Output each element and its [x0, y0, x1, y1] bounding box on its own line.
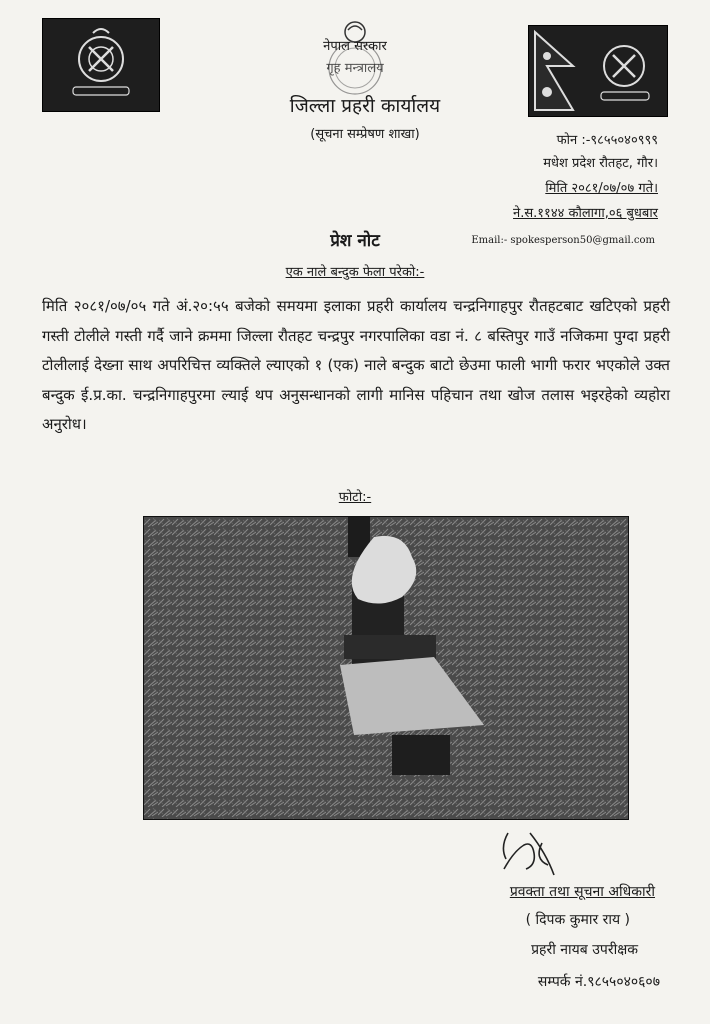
- police-emblem-icon: [601, 46, 649, 100]
- press-note-body: मिति २०८१/०७/०५ गते अं.२०:५५ बजेको समयमा इलाका प्रहरी कार्यालय चन्द्रनिगाहपुर रौतहटबाट खटिएको प्रहरी गस्ती टोलीले गस्ती गर्दै जाने क्रममा जिल्ला रौतहट चन्द्रपुर नगरपालिका वडा नं. ८ बस्तिपुर गाउँ नजिकमा पुग्दा प्रहरी टोलीलाई देख्ना साथ अपरिचित्त व्यक्तिले ल्याएको १ (एक) नाले बन्दुक बाटो छेउमा फाली भागी फरार भएकोले उक्त बन्दुक ई.प्र.का. चन्द्रनिगाहपुरमा ल्याई थप अनुसन्धानको लागी मानिस पहिचान तथा खोज तलास भइरहेको व्यहोरा अनुरोध।: [42, 297, 670, 433]
- nepal-flag-icon: [529, 26, 667, 116]
- evidence-photo: [143, 516, 629, 820]
- gun-on-grass-image: [144, 517, 628, 819]
- contact-nepal-era-date: ने.स.११४४ कौलागा,०६ बुधबार: [513, 206, 658, 221]
- signatory-phone: सम्पर्क नं.९८५५०४०६०७: [537, 974, 660, 990]
- photo-label: फोटो:-: [338, 490, 372, 505]
- contact-date: मिति २०८१/०७/०७ गते।: [545, 181, 658, 196]
- signatory-title: प्रवक्ता तथा सूचना अधिकारी: [509, 884, 655, 900]
- ministry-label: गृह मन्त्रालय: [326, 61, 384, 76]
- contact-address: मधेश प्रदेश रौतहट, गौर।: [543, 156, 658, 171]
- contact-phone: फोन :-९८५५०४०९९९: [556, 133, 658, 148]
- signatory-name: ( दिपक कुमार राय ): [525, 912, 630, 928]
- government-label: नेपाल सरकार: [323, 39, 387, 54]
- press-note-title: प्रेश नोट: [330, 231, 380, 251]
- press-note-subject: एक नाले बन्दुक फेला परेको:-: [285, 265, 425, 280]
- handwritten-signature: [490, 825, 560, 881]
- police-flag-left: [42, 18, 160, 112]
- office-title: जिल्ला प्रहरी कार्यालय: [289, 95, 441, 117]
- police-emblem-icon: [43, 19, 159, 111]
- signatory-rank: प्रहरी नायब उपरीक्षक: [531, 942, 638, 958]
- contact-email: Email:- spokesperson50@gmail.com: [471, 235, 655, 246]
- branch-label: (सूचना सम्प्रेषण शाखा): [310, 127, 420, 142]
- national-police-flag-right: [528, 25, 668, 117]
